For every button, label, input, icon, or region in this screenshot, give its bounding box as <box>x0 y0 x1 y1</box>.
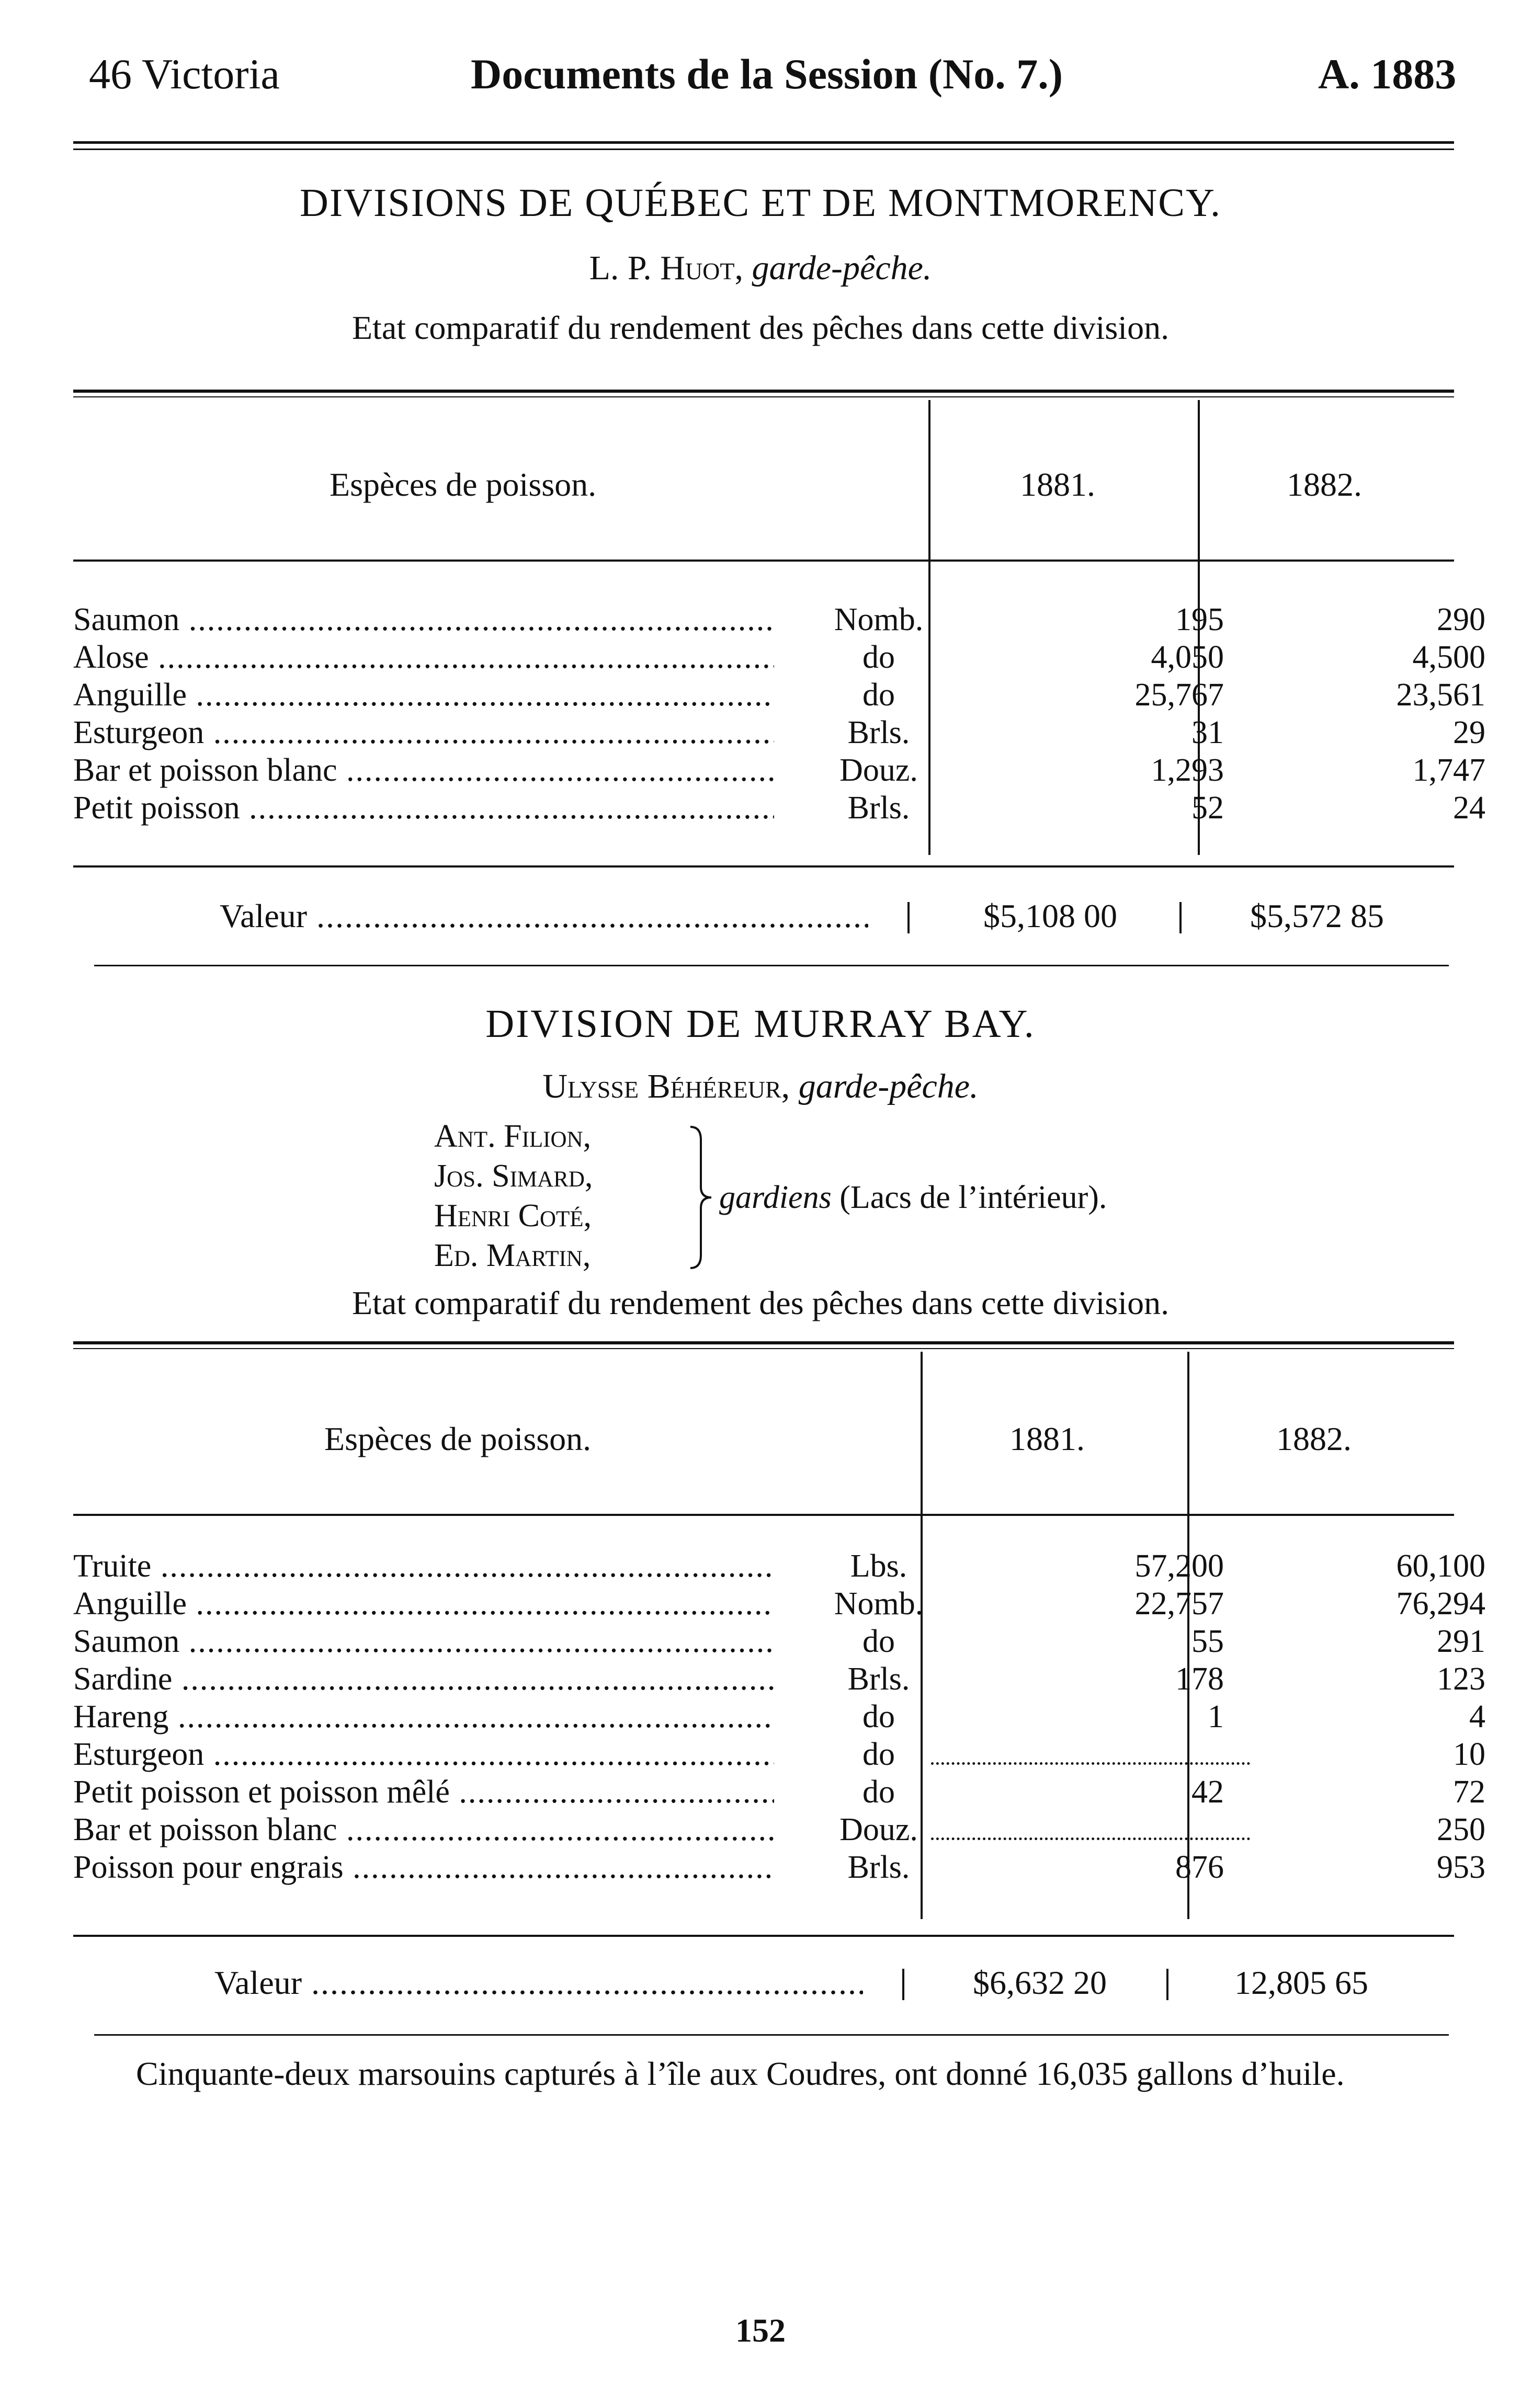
guardian-name: Jos. Simard, <box>434 1158 593 1194</box>
table-row <box>73 1585 1485 1622</box>
unit-cell: Douz. <box>839 1812 918 1847</box>
value-1882-cell: 76,294 <box>1396 1586 1485 1622</box>
header-rule-top <box>73 141 1454 144</box>
table2-col-1881: 1881. <box>1009 1420 1085 1457</box>
table2-rule-top-b <box>73 1348 1454 1349</box>
unit-cell: Brls. <box>847 715 910 750</box>
unit-cell: Nomb. <box>834 602 924 637</box>
species-cell: Esturgeon ..... <box>73 714 774 751</box>
section1-officer-role: garde-pêche. <box>752 249 932 287</box>
value-1881-cell: 195 <box>1175 602 1224 637</box>
section2-subtitle: Etat comparatif du rendement des pêches dans cette division. <box>351 1284 1170 1321</box>
unit-cell: do <box>862 640 895 675</box>
guardian-name: Henri Coté, <box>434 1198 592 1234</box>
species-cell: Sardine ..... <box>73 1661 774 1697</box>
species-cell: Alose ..... <box>73 639 774 676</box>
section1-officer <box>0 248 1521 288</box>
unit-cell: do <box>862 1624 895 1659</box>
guardians-brace <box>688 1124 714 1271</box>
value-1881-cell: 57,200 <box>1134 1548 1224 1584</box>
guardians-role: gardiens <box>719 1180 832 1215</box>
guardian-name: Ant. Filion, <box>434 1119 592 1154</box>
section2-officer-name: Ulysse Béhéreur, <box>542 1067 790 1105</box>
table1-rule-header <box>73 560 1454 562</box>
empty-value-leader <box>931 1762 1250 1765</box>
guardian-name: Ed. Martin, <box>434 1238 591 1273</box>
species-cell: Poisson pour engrais ..... <box>73 1849 774 1886</box>
table1-col-1882: 1882. <box>1287 466 1362 503</box>
value-1882-cell: 291 <box>1437 1624 1485 1659</box>
table-row <box>73 1774 1485 1810</box>
species-cell: Hareng ..... <box>73 1698 774 1735</box>
table2-rule-valeur <box>94 2034 1449 2036</box>
table2-col-1882: 1882. <box>1276 1420 1352 1457</box>
section1-officer-name: L. P. Huot, <box>589 249 744 287</box>
section2-officer-role: garde-pêche. <box>798 1067 979 1105</box>
table1-col-species: Espèces de poisson. <box>330 466 597 503</box>
unit-cell: Brls. <box>847 1850 910 1885</box>
species-cell: Anguille ..... <box>73 677 774 713</box>
guardians-list <box>434 1116 593 1275</box>
table-row <box>73 639 1485 676</box>
table1-valeur-sep-1 <box>907 902 910 933</box>
table-row <box>73 1736 1485 1773</box>
value-1882-cell: 60,100 <box>1396 1548 1485 1584</box>
species-cell: Bar et poisson blanc ..... <box>73 1811 774 1848</box>
table-row <box>73 677 1485 713</box>
species-cell: Petit poisson ..... <box>73 790 774 826</box>
table-row <box>73 1811 1485 1848</box>
unit-cell: Brls. <box>847 1661 910 1697</box>
value-1881-cell: 52 <box>1191 790 1224 826</box>
table1-rule-bottom <box>73 865 1454 868</box>
unit-cell: do <box>862 1699 895 1734</box>
unit-cell: Brls. <box>847 790 910 826</box>
page-number: 152 <box>735 2312 786 2349</box>
table1-col-1881: 1881. <box>1020 466 1095 503</box>
value-1881-cell: 22,757 <box>1134 1586 1224 1622</box>
table-row <box>73 790 1485 826</box>
header-right: A. 1883 <box>1318 50 1457 98</box>
unit-cell: Nomb. <box>834 1586 924 1622</box>
value-1882-cell: 123 <box>1437 1661 1485 1697</box>
table1-valeur-1882: $5,572 85 <box>1250 897 1384 934</box>
guardians-note: (Lacs de l’intérieur). <box>839 1180 1107 1215</box>
table1-valeur-1881: $5,108 00 <box>983 897 1117 934</box>
unit-cell: Lbs. <box>850 1548 907 1584</box>
value-1881-cell: 4,050 <box>1151 640 1224 675</box>
header-rule-bottom <box>73 149 1454 150</box>
value-1881-cell: 178 <box>1175 1661 1224 1697</box>
footnote: Cinquante-deux marsouins capturés à l’île aux Coudres, ont donné 16,035 gallons d’huile. <box>136 2055 1345 2092</box>
value-1881-cell: 55 <box>1191 1624 1224 1659</box>
table2-rule-top-a <box>73 1341 1454 1344</box>
species-cell: Saumon ..... <box>73 601 774 638</box>
value-1882-cell: 29 <box>1453 715 1485 750</box>
value-1881-cell: 31 <box>1191 715 1224 750</box>
header-left: 46 Victoria <box>89 50 280 98</box>
unit-cell: do <box>862 1774 895 1810</box>
table2-col-species: Espèces de poisson. <box>324 1420 592 1457</box>
value-1882-cell: 250 <box>1437 1812 1485 1847</box>
species-cell: Bar et poisson blanc ..... <box>73 752 774 789</box>
table-row <box>73 601 1485 638</box>
species-cell: Anguille ..... <box>73 1585 774 1622</box>
table2-valeur-sep-2 <box>1166 1969 1168 2000</box>
species-cell: Esturgeon ..... <box>73 1736 774 1773</box>
unit-cell: do <box>862 1737 895 1772</box>
unit-cell: Douz. <box>839 752 918 788</box>
table1-valeur-sep-2 <box>1179 902 1182 933</box>
table2-valeur-1881: $6,632 20 <box>973 1964 1107 2001</box>
table-row <box>73 1698 1485 1735</box>
species-cell: Saumon ..... <box>73 1623 774 1660</box>
table1-rule-top-b <box>73 396 1454 397</box>
empty-value-leader <box>931 1838 1250 1840</box>
table2-rule-bottom <box>73 1935 1454 1937</box>
value-1882-cell: 290 <box>1437 602 1485 637</box>
section1-title: DIVISIONS DE QUÉBEC ET DE MONTMORENCY. <box>299 181 1222 225</box>
table-row <box>73 714 1485 751</box>
value-1881-cell: 25,767 <box>1134 677 1224 713</box>
table1-rule-valeur <box>94 965 1449 966</box>
table-row <box>73 1849 1485 1886</box>
section2-officer <box>0 1067 1521 1106</box>
section2-title: DIVISION DE MURRAY BAY. <box>485 1002 1036 1046</box>
unit-cell: do <box>862 677 895 713</box>
value-1882-cell: 953 <box>1437 1850 1485 1885</box>
value-1881-cell: 42 <box>1191 1774 1224 1810</box>
table1-rule-top-a <box>73 390 1454 393</box>
value-1882-cell: 72 <box>1453 1774 1485 1810</box>
table2-rule-header <box>73 1514 1454 1516</box>
table-row <box>73 1548 1485 1584</box>
value-1882-cell: 10 <box>1453 1737 1485 1772</box>
value-1882-cell: 4 <box>1469 1699 1485 1734</box>
table1-valeur-label: Valeur ..... <box>220 897 868 935</box>
species-cell: Truite ..... <box>73 1548 774 1584</box>
table-row <box>73 1623 1485 1660</box>
table-row <box>73 752 1485 789</box>
guardians-role-line <box>719 1179 1107 1216</box>
species-cell: Petit poisson et poisson mêlé ..... <box>73 1774 774 1810</box>
header-center: Documents de la Session (No. 7.) <box>471 50 1063 98</box>
value-1882-cell: 1,747 <box>1412 752 1485 788</box>
table2-valeur-1882: 12,805 65 <box>1234 1964 1368 2001</box>
value-1881-cell: 876 <box>1175 1850 1224 1885</box>
value-1882-cell: 4,500 <box>1412 640 1485 675</box>
value-1881-cell: 1,293 <box>1151 752 1224 788</box>
table-row <box>73 1661 1485 1697</box>
section1-subtitle: Etat comparatif du rendement des pêches dans cette division. <box>351 309 1170 346</box>
value-1881-cell: 1 <box>1208 1699 1224 1734</box>
table2-valeur-sep-1 <box>902 1969 904 2000</box>
value-1882-cell: 24 <box>1453 790 1485 826</box>
value-1882-cell: 23,561 <box>1396 677 1485 713</box>
table2-valeur-label: Valeur ..... <box>214 1964 863 2002</box>
